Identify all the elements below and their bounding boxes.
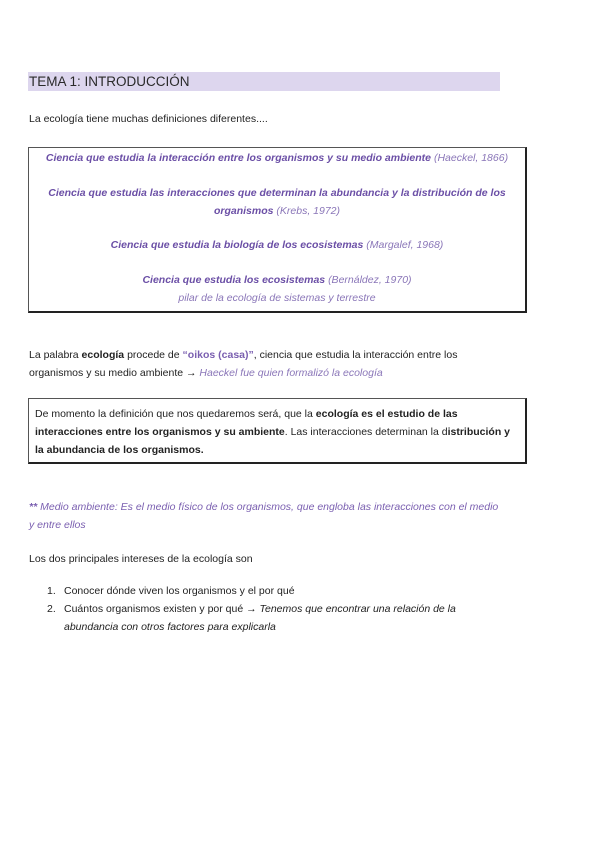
definition-3: Ciencia que estudia la biología de los ecosistemas (Margalef, 1968) [110,239,444,251]
list-item: 2. Cuántos organismos existen y por qué → Tenemos que encontrar una relación de la abundancia con otros factores para explicarla [47,603,456,633]
interests-list [47,582,517,636]
page-title: TEMA 1: INTRODUCCIÓN [28,72,500,91]
definition-4: Ciencia que estudia los ecosistemas (Bernáldez, 1970) pilar de la ecología de sistemas y terrestre [142,274,412,304]
interests-intro: Los dos principales intereses de la ecología son [29,553,253,565]
medio-ambiente-note: ** Medio ambiente: Es el medio físico de los organismos, que engloba las interacciones con el medio y entre ellos [29,501,499,531]
definitions-box [28,147,527,313]
definition-note-box: De momento la definición que nos quedaremos será, que la ecología es el estudio de las interacciones entre los organismos y su ambiente. Las interacciones determinan la distribución y la abundancia de los organismos. [28,398,527,464]
definition-1: Ciencia que estudia la interacción entre los organismos y su medio ambiente (Haeckel, 1866) [45,152,509,164]
list-item: 1. Conocer dónde viven los organismos y el por qué [47,585,295,597]
intro-text: La ecología tiene muchas definiciones diferentes.... [29,113,268,125]
etymology-paragraph: La palabra ecología procede de “oikos (casa)”, ciencia que estudia la interacción entre los organismos y su medio ambiente → Haeckel fue quien formalizó la ecología [29,349,458,379]
definition-2: Ciencia que estudia las interacciones que determinan la abundancia y la distribución de los organismos (Krebs, 1972) [48,187,506,217]
